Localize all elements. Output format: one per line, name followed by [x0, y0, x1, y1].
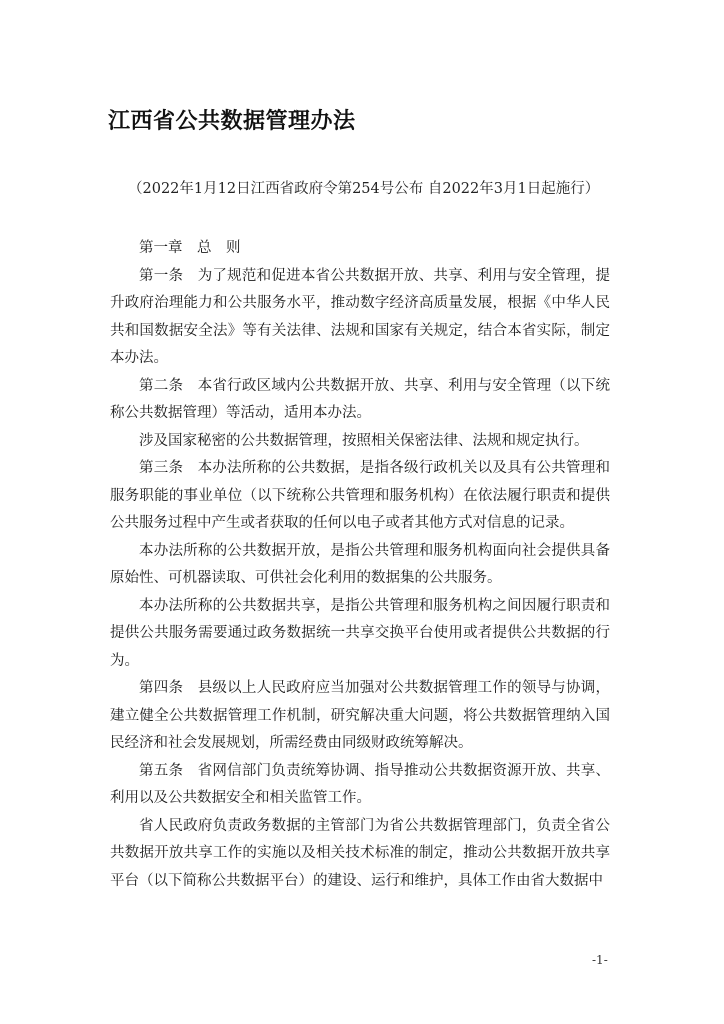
document-title: 江西省公共数据管理办法	[108, 109, 356, 134]
chapter-heading: 第一章 总 则	[139, 240, 241, 256]
paragraph	[110, 428, 610, 456]
paragraph-text: 省网信部门负责统筹协调、指导推动公共数据资源开放、共享、利用以及公共数据安全和相关监管工作。	[110, 762, 611, 806]
paragraph-text: 为了规范和促进本省公共数据开放、共享、利用与安全管理，提升政府治理能力和公共服务水平，推动数字经济高质量发展，根据《中华人民共和国数据安全法》等有关法律、法规和国家有关规定，结合本省实际，制定本办法。	[110, 267, 611, 366]
paragraph	[110, 263, 610, 373]
article-label: 第一条	[139, 267, 184, 284]
paragraph	[110, 758, 610, 813]
document-body	[110, 235, 610, 895]
paragraph	[110, 538, 610, 593]
paragraph-text: 本省行政区域内公共数据开放、共享、利用与安全管理（以下统称公共数据管理）等活动，适用本办法。	[110, 377, 611, 421]
paragraph	[110, 813, 610, 896]
paragraph	[110, 675, 610, 758]
paragraph-text: 县级以上人民政府应当加强对公共数据管理工作的领导与协调，建立健全公共数据管理工作机制，研究解决重大问题，将公共数据管理纳入国民经济和社会发展规划，所需经费由同级财政统筹解决。	[110, 680, 611, 751]
article-label: 第二条	[139, 377, 184, 394]
paragraph-text: 本办法所称的公共数据共享，是指公共管理和服务机构之间因履行职责和提供公共服务需要通过政务数据统一共享交换平台使用或者提供公共数据的行为。	[110, 597, 610, 669]
paragraph-text: 本办法所称的公共数据开放，是指公共管理和服务机构面向社会提供具备原始性、可机器读取、可供社会化利用的数据集的公共服务。	[110, 542, 610, 586]
document-subtitle: （2022年1月12日江西省政府令第254号公布 自2022年3月1日起施行）	[128, 181, 600, 197]
paragraph-text: 涉及国家秘密的公共数据管理，按照相关保密法律、法规和规定执行。	[139, 432, 589, 449]
article-label: 第四条	[139, 680, 184, 696]
paragraph	[110, 593, 610, 676]
paragraph	[110, 455, 610, 538]
article-label: 第三条	[139, 460, 184, 476]
paragraph-text: 本办法所称的公共数据，是指各级行政机关以及具有公共管理和服务职能的事业单位（以下统称公共管理和服务机构）在依法履行职责和提供公共服务过程中产生或者获取的任何以电子或者其他方式对信息的记录。	[110, 460, 611, 531]
article-label: 第五条	[139, 762, 184, 779]
page-number: -1-	[592, 953, 608, 967]
paragraph-text: 省人民政府负责政务数据的主管部门为省公共数据管理部门，负责全省公共数据开放共享工作的实施以及相关技术标准的制定，推动公共数据开放共享平台（以下简称公共数据平台）的建设、运行和维护，具体工作由省大数据中	[110, 817, 610, 889]
paragraph	[110, 373, 610, 428]
